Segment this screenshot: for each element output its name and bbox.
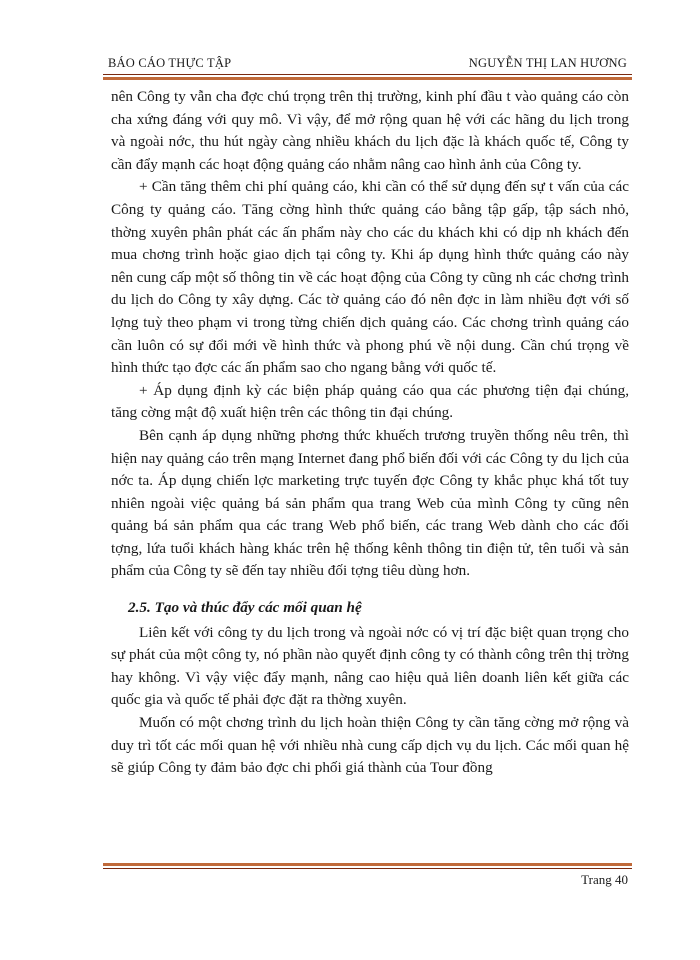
- section-paragraph-1: Liên kết với công ty du lịch trong và ngoài nớc có vị trí đặc biệt quan trọng cho sự phát của một công ty, nó phần nào quyết định công ty có thành công trên thị trờng hay không. Vì vậy việc đẩy mạnh, nâng cao hiệu quả liên doanh liên kết giữa các quốc gia và quốc tế phải đợc đặt ra thờng xuyên.: [111, 623, 629, 709]
- report-title: BÁO CÁO THỰC TẬP: [108, 56, 232, 70]
- footer-rule: [103, 863, 632, 869]
- paragraph-3: + Áp dụng định kỳ các biện pháp quảng cáo qua các phương tiện đại chúng, tăng cờng mật độ xuất hiện trên các thông tin đại chúng.: [111, 381, 629, 422]
- paragraph-1: nên Công ty vẫn cha đợc chú trọng trên thị trường, kinh phí đầu t vào quảng cáo còn cha xứng đáng với quy mô. Vì vậy, để mở rộng quan hệ với các hãng du lịch trong và ngoài nớc, thu hút ngày càng nhiều khách du lịch đặc là khách quốc tế, Công ty cần đẩy mạnh các hoạt động quảng cáo nhằm nâng cao hình ảnh của Công ty.: [111, 88, 629, 173]
- paragraph-4: Bên cạnh áp dụng những phơng thức khuếch trương truyền thống nêu trên, thì hiện nay quảng cáo trên mạng Internet đang phổ biến đối với các Công ty du lịch của nớc ta. Áp dụng chiến lợc marketing trực tuyến đợc Công ty khắc phục khá tốt tuy nhiên ngoài việc quảng bá sản phẩm qua trang Web của mình Công ty cũng nên quảng bá sản phẩm qua các trang Web phổ biến, các trang Web dành cho các đối tợng, lứa tuổi khách hàng khác trên hệ thống kênh thông tin điện tử, tên tuổi và sản phẩm của Công ty sẽ đến tay nhiều đối tợng tiêu dùng hơn.: [111, 426, 629, 580]
- page-header: [108, 56, 627, 71]
- section-paragraph-2: Muốn có một chơng trình du lịch hoàn thiện Công ty cần tăng cờng mở rộng và duy trì tốt các mối quan hệ với nhiều nhà cung cấp dịch vụ du lịch. Các mối quan hệ sẽ giúp Công ty đảm bảo đợc chi phối giá thành của Tour đồng: [111, 714, 629, 777]
- author-name: NGUYỄN THỊ LAN HƯƠNG: [468, 56, 627, 70]
- paragraph-2: + Cần tăng thêm chi phí quảng cáo, khi cần có thể sử dụng đến sự t vấn của các Công ty quảng cáo. Tăng cờng hình thức quảng cáo bằng tập gấp, tập sách nhỏ, thờng xuyên phân phát các ấn phẩm này cho các du khách khi có dịp nh khách đến mua chơng trình hoặc giao dịch tại công ty. Khi áp dụng hình thức quảng cáo này nên cung cấp một số thông tin về các hoạt động của Công ty cũng nh các chơng trình du lịch do Công ty xây dựng. Các tờ quảng cáo đó nên đợc in làm nhiều đợt với số lợng tuỳ theo phạm vi trong từng chiến dịch quảng cáo. Các chơng trình quảng cáo cần luôn có sự đổi mới về hình thức và phong phú về nội dung. Cần chú trọng về hình thức tạo đợc các ấn phẩm sao cho ngang bằng với quốc tế.: [111, 178, 629, 377]
- header-rule: [103, 74, 632, 80]
- page-number: Trang 40: [581, 872, 628, 887]
- section-heading: 2.5. Tạo và thúc đẩy các mối quan hệ: [128, 599, 362, 617]
- document-body: [111, 86, 629, 780]
